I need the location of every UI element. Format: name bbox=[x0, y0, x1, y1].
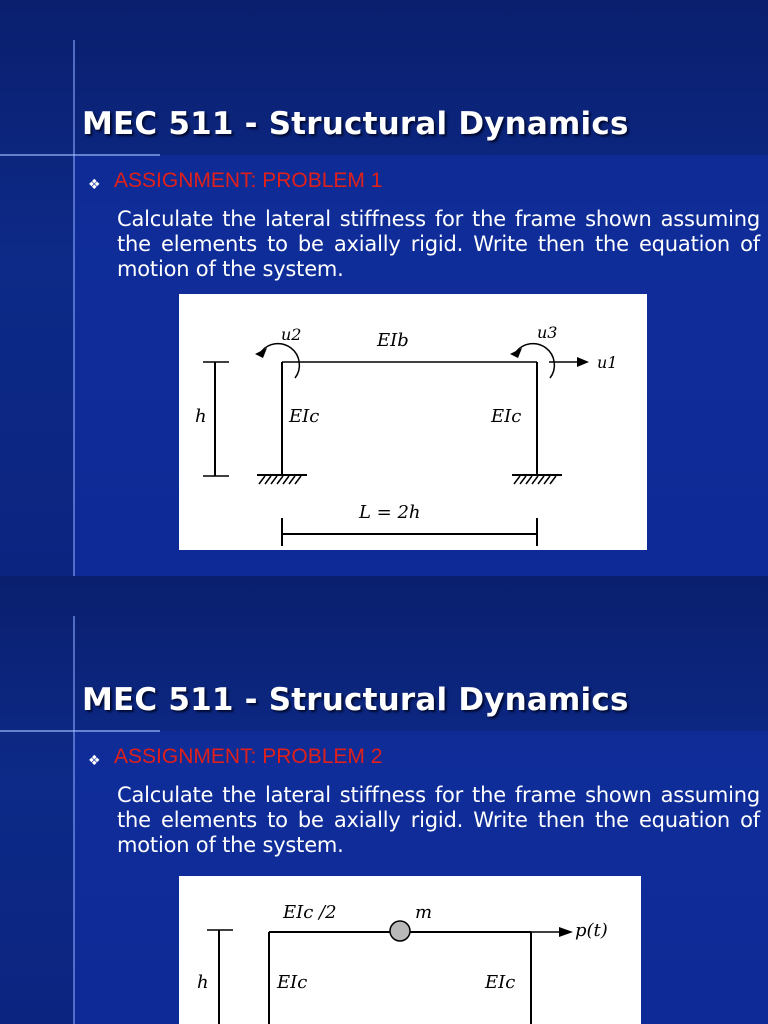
col-left-label: EIc bbox=[277, 972, 308, 993]
height-label: h bbox=[197, 972, 209, 993]
u3-label: u3 bbox=[537, 323, 558, 342]
u2-label: u2 bbox=[281, 325, 302, 344]
slide-1-horizontal-rule bbox=[0, 154, 160, 156]
load-label: p(t) bbox=[575, 920, 608, 941]
col-left-label: EIc bbox=[289, 406, 320, 427]
mass-label: m bbox=[415, 902, 433, 923]
frame-diagram-2 bbox=[179, 876, 641, 1024]
u1-label: u1 bbox=[597, 353, 618, 372]
frame-figure-1 bbox=[179, 294, 647, 550]
slide-1-heading: ASSIGNMENT: PROBLEM 1 bbox=[114, 169, 383, 192]
span-label: L = 2h bbox=[359, 502, 421, 523]
beam-label: EIb bbox=[377, 330, 409, 351]
diamond-bullet-icon: ❖ bbox=[88, 177, 101, 193]
slide-1-title: MEC 511 - Structural Dynamics bbox=[82, 106, 629, 142]
slide-2-title: MEC 511 - Structural Dynamics bbox=[82, 682, 629, 718]
col-right-label: EIc bbox=[491, 406, 522, 427]
beam-label: EIc /2 bbox=[283, 902, 337, 923]
frame-diagram-1 bbox=[179, 294, 647, 550]
slide-2-heading: ASSIGNMENT: PROBLEM 2 bbox=[114, 745, 383, 768]
frame-figure-2 bbox=[179, 876, 641, 1024]
slide-1-body: Calculate the lateral stiffness for the frame shown assuming the elements to be axially rigid. Write then the equation of motion of the system. bbox=[117, 207, 760, 281]
slide-2-horizontal-rule bbox=[0, 730, 160, 732]
diamond-bullet-icon: ❖ bbox=[88, 753, 101, 769]
slide-2 bbox=[0, 576, 768, 1024]
col-right-label: EIc bbox=[485, 972, 516, 993]
slide-2-vertical-rule bbox=[73, 616, 75, 1024]
slide-2-body: Calculate the lateral stiffness for the frame shown assuming the elements to be axially rigid. Write then the equation of motion of the system. bbox=[117, 783, 760, 857]
slide-1-vertical-rule bbox=[73, 40, 75, 576]
height-label: h bbox=[195, 406, 207, 427]
